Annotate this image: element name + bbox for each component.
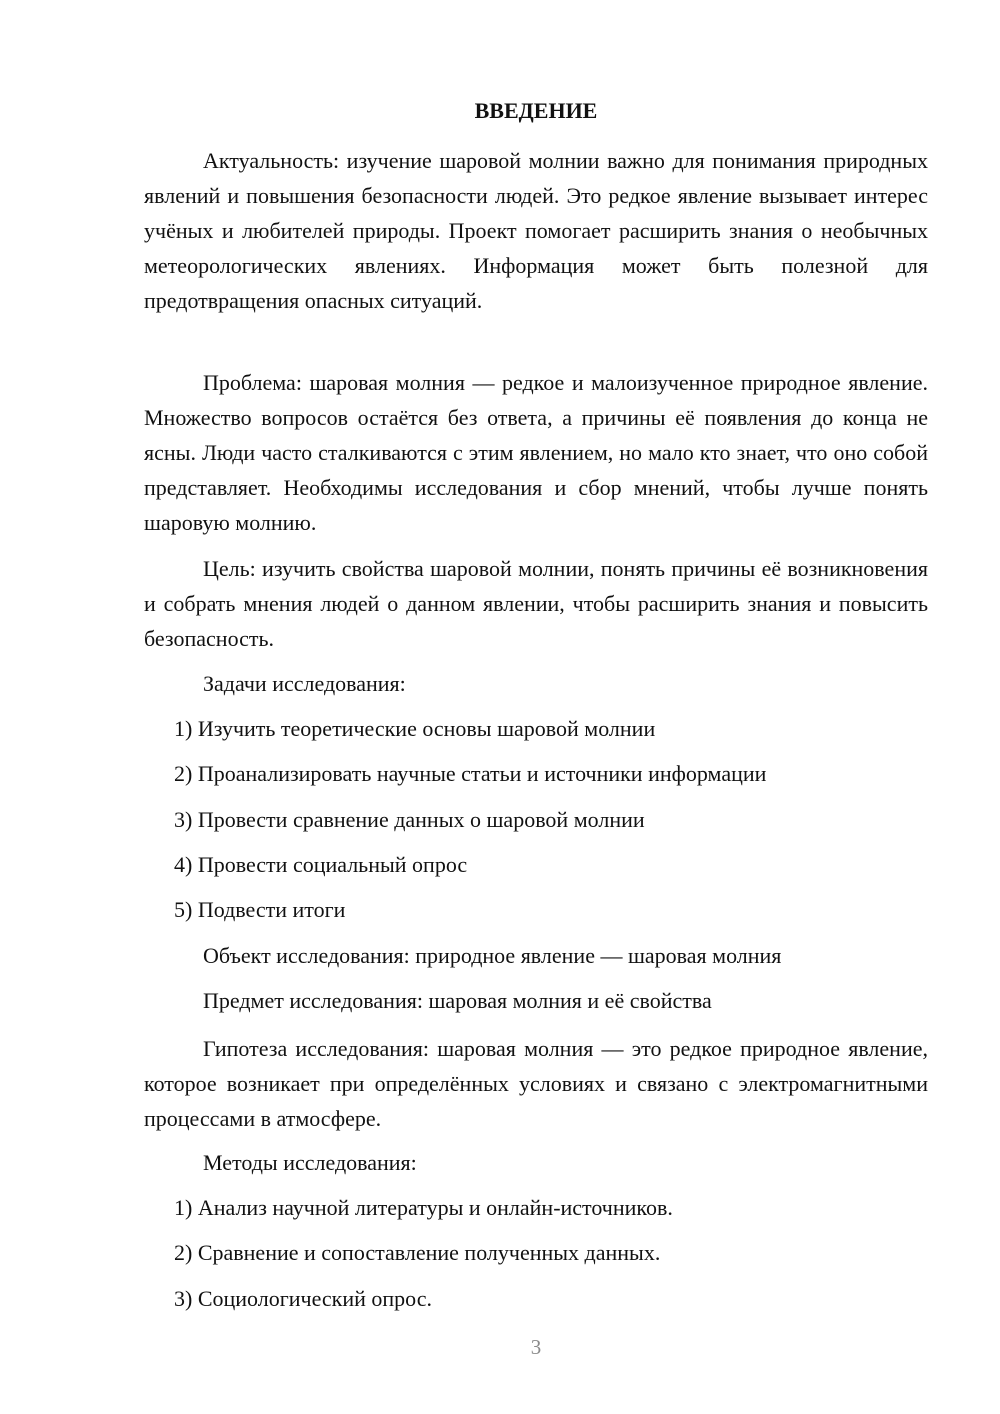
goal-paragraph: Цель: изучить свойства шаровой молнии, понять причины её возникновения и собрать мнения людей о данном явлении, чтобы расширить знания и повысить безопасность.	[144, 556, 928, 651]
method-item: 2) Сравнение и сопоставление полученных данных.	[174, 1240, 661, 1265]
methods-heading: Методы исследования:	[203, 1150, 417, 1175]
research-subject: Предмет исследования: шаровая молния и её свойства	[203, 988, 712, 1013]
task-item: 4) Провести социальный опрос	[174, 852, 468, 877]
task-item: 1) Изучить теоретические основы шаровой молнии	[174, 716, 656, 741]
task-item: 5) Подвести итоги	[174, 897, 346, 922]
section-heading: ВВЕДЕНИЕ	[474, 98, 598, 123]
problem-paragraph: Проблема: шаровая молния — редкое и малоизученное природное явление. Множество вопросов остаётся без ответа, а причины её появления до конца не ясны. Люди часто сталкиваются с этим явлением, но мало кто знает, что оно собой представляет. Необходимы исследования и сбор мнений, чтобы лучше понять шаровую молнию.	[144, 370, 928, 535]
method-item: 3) Социологический опрос.	[174, 1286, 432, 1311]
task-item: 3) Провести сравнение данных о шаровой молнии	[174, 807, 645, 832]
page-number: 3	[530, 1335, 542, 1359]
tasks-heading: Задачи исследования:	[203, 671, 406, 696]
task-item: 2) Проанализировать научные статьи и источники информации	[174, 761, 767, 786]
hypothesis-paragraph: Гипотеза исследования: шаровая молния — это редкое природное явление, которое возникает при определённых условиях и связано с электромагнитными процессами в атмосфере.	[144, 1036, 928, 1131]
method-item: 1) Анализ научной литературы и онлайн-источников.	[174, 1195, 673, 1220]
relevance-paragraph: Актуальность: изучение шаровой молнии важно для понимания природных явлений и повышения безопасности людей. Это редкое явление вызывает интерес учёных и любителей природы. Проект помогает расширить знания о необычных метеорологических явлениях. Информация может быть полезной для предотвращения опасных ситуаций.	[144, 148, 928, 313]
research-object: Объект исследования: природное явление — шаровая молния	[203, 943, 782, 968]
